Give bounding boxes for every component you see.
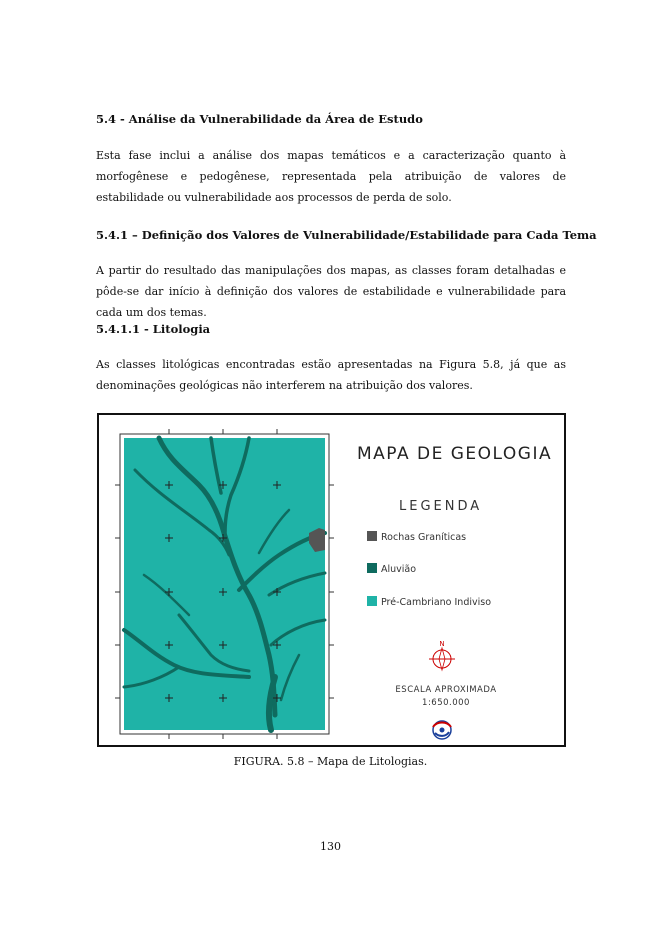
geology-map-svg: [99, 415, 564, 745]
section-paragraph: Esta fase inclui a análise dos mapas temáticos e a caracterização quanto à morfogênese e pedogênese, representada pela atribuição de valores de estabilidade ou vulnerabilidade aos processos de perda de solo.: [96, 149, 566, 204]
legend-label-precambrian: Pré-Cambriano Indiviso: [381, 597, 492, 608]
scale-label: ESCALA APROXIMADA: [395, 685, 497, 695]
figure-caption: FIGURA. 5.8 – Mapa de Litologias.: [233, 755, 428, 768]
institution-logo-icon: [433, 721, 451, 739]
scale-value: 1:650.000: [422, 698, 470, 708]
subsection-paragraph: A partir do resultado das manipulações dos mapas, as classes foram detalhadas e pôde-se dar início à definição dos valores de estabilidade e vulnerabilidade para cada um dos temas.: [96, 264, 566, 319]
legend: [367, 531, 491, 608]
page-number: 130: [320, 840, 341, 853]
subsubsection-paragraph: As classes litológicas encontradas estão apresentadas na Figura 5.8, já que as denominações geológicas não interferem na atribuição dos valores.: [96, 358, 566, 392]
subsection-heading: 5.4.1 – Definição dos Valores de Vulnerabilidade/Estabilidade para Cada Tema: [96, 228, 597, 242]
legend-label-alluvium: Aluvião: [381, 564, 417, 575]
legend-swatch-alluvium: [367, 563, 377, 573]
legend-label-granite: Rochas Graníticas: [381, 532, 467, 543]
svg-text:N: N: [439, 640, 445, 648]
map-title: MAPA DE GEOLOGIA: [357, 444, 553, 464]
legend-title: LEGENDA: [399, 499, 483, 514]
legend-swatch-granite: [367, 531, 377, 541]
north-arrow-icon: [429, 640, 455, 670]
section-heading: 5.4 - Análise da Vulnerabilidade da Área de Estudo: [96, 112, 423, 126]
geology-map-figure: [97, 413, 566, 747]
subsubsection-heading: 5.4.1.1 - Litologia: [96, 322, 211, 336]
legend-swatch-precambrian: [367, 596, 377, 606]
